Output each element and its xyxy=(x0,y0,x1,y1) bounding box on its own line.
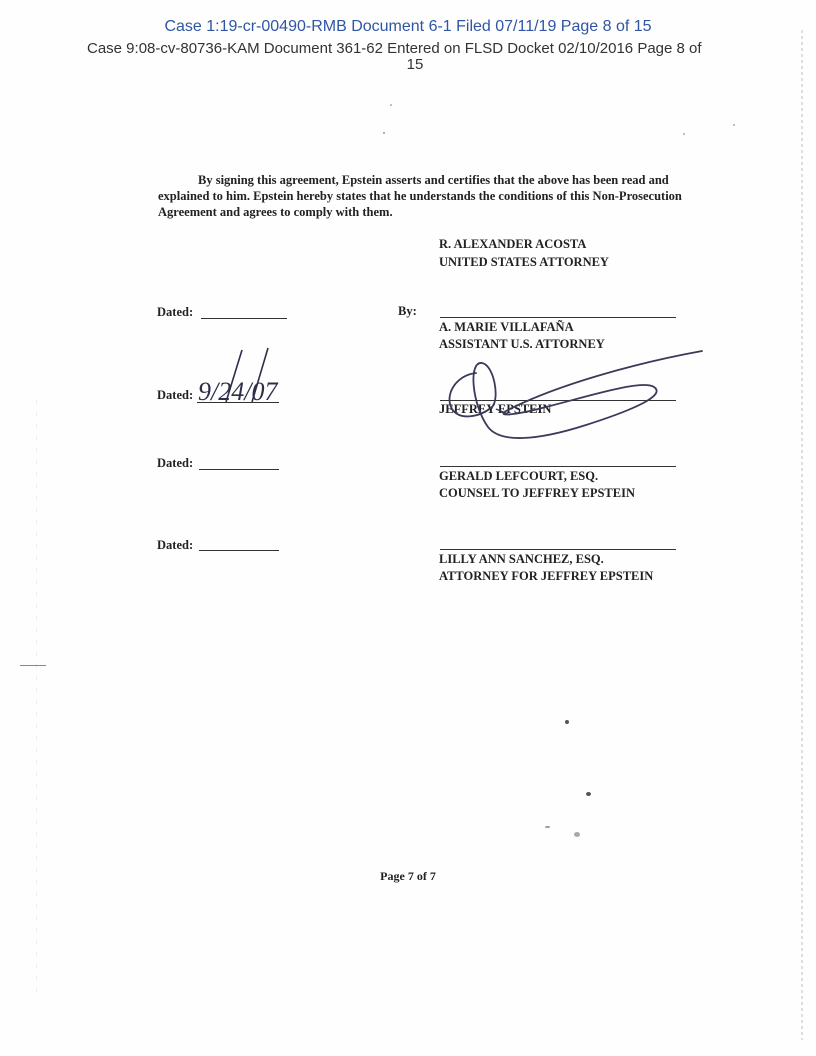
signer-name-2: JEFFREY EPSTEIN xyxy=(439,402,552,416)
signer-name-4: LILLY ANN SANCHEZ, ESQ. xyxy=(439,552,604,566)
attorney-title: UNITED STATES ATTORNEY xyxy=(439,255,609,269)
dated-label-1: Dated: xyxy=(157,305,194,319)
signature-line-4 xyxy=(440,549,676,550)
scan-speck xyxy=(574,832,580,837)
signer-title-3: COUNSEL TO JEFFREY EPSTEIN xyxy=(439,486,636,500)
scan-speck xyxy=(565,720,569,724)
scan-speck xyxy=(683,133,685,135)
dated-line-3 xyxy=(199,469,279,470)
signer-title-4: ATTORNEY FOR JEFFREY EPSTEIN xyxy=(439,569,654,583)
scan-speck xyxy=(390,104,392,106)
dated-label-3: Dated: xyxy=(157,456,194,470)
attorney-name: R. ALEXANDER ACOSTA xyxy=(439,237,587,251)
scan-speck xyxy=(586,792,591,796)
signer-name-1: A. MARIE VILLAFAÑA xyxy=(439,320,574,334)
dated-line-4 xyxy=(199,550,279,551)
dated-line-1 xyxy=(201,318,287,319)
signer-title-1: ASSISTANT U.S. ATTORNEY xyxy=(439,337,605,351)
signature-line-3 xyxy=(440,466,676,467)
certification-text: By signing this agreement, Epstein asserts and certifies that the above has been read and explained to him. Epstein hereby states that he understands the conditions of this Non-Prosecution Agreement and agrees to comply with them. xyxy=(158,173,682,219)
scan-speck xyxy=(733,124,735,126)
scan-speck xyxy=(383,132,385,134)
certification-paragraph xyxy=(158,172,688,220)
signer-name-3: GERALD LEFCOURT, ESQ. xyxy=(439,469,599,483)
margin-mark xyxy=(20,665,46,666)
epstein-signature xyxy=(436,345,706,450)
handwritten-date xyxy=(196,344,288,406)
dated-label-4: Dated: xyxy=(157,538,194,552)
scan-speck xyxy=(545,826,550,828)
page-number: Page 7 of 7 xyxy=(380,869,436,883)
case-stamp-primary: Case 1:19-cr-00490-RMB Document 6-1 Filed 07/11/19 Page 8 of 15 xyxy=(164,18,652,35)
scan-edge-left xyxy=(36,400,37,1000)
by-label: By: xyxy=(398,304,417,318)
scan-edge-right xyxy=(801,30,803,1040)
case-stamp-secondary-continued: 15 xyxy=(406,56,424,73)
signature-line-1 xyxy=(440,317,676,318)
case-stamp-secondary: Case 9:08-cv-80736-KAM Document 361-62 Entered on FLSD Docket 02/10/2016 Page 8 of xyxy=(87,40,702,57)
handwritten-date-text: 9/24/07 xyxy=(198,377,278,406)
dated-label-2: Dated: xyxy=(157,388,194,402)
